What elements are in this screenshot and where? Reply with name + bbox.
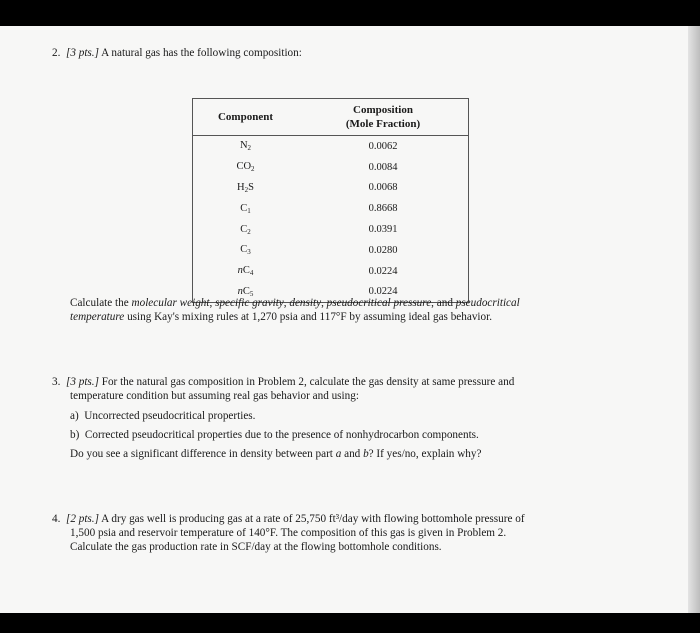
problem-4-text-line2: 1,500 psia and reservoir temperature of 140°F. The composition of this gas is given in Problem 2. — [70, 527, 507, 539]
problem-3-number: 3. — [52, 376, 61, 388]
problem-2-number: 2. — [52, 47, 61, 59]
table-body — [193, 136, 469, 303]
header-composition — [298, 99, 469, 136]
table-row — [193, 261, 469, 282]
problem-3-item-a — [70, 409, 255, 423]
mole-fraction-cell: 0.0224 — [368, 286, 398, 298]
problem-4-points: [2 pts.] — [65, 513, 99, 525]
mole-fraction-cell: 0.0224 — [368, 265, 398, 277]
component-cell: $C_2$ — [240, 223, 251, 236]
problem-3-line1 — [52, 375, 514, 389]
mole-fraction-cell: 0.0391 — [368, 224, 398, 236]
problem-2-heading — [52, 46, 302, 60]
component-cell: $nC_4$ — [237, 265, 254, 278]
table-row — [193, 219, 469, 240]
mole-fraction-cell: 0.8668 — [368, 203, 398, 215]
item-a-label: a) — [70, 410, 79, 422]
header-composition-line2: (Mole Fraction) — [345, 118, 421, 130]
component-cell: $N_2$ — [239, 140, 252, 153]
problem-3-text-line2: temperature condition but assuming real gas behavior and using: — [70, 390, 359, 402]
problem-4-number: 4. — [52, 513, 61, 525]
problem-4-line1 — [52, 512, 525, 526]
header-composition-line1: Composition — [353, 104, 413, 116]
problem-3-text-line1: For the natural gas composition in Problem 2, calculate the gas density at same pressure and — [101, 376, 515, 388]
mole-fraction-cell: 0.0068 — [368, 182, 398, 194]
mole-fraction-cell: 0.0280 — [368, 244, 398, 256]
item-a-text: Uncorrected pseudocritical properties. — [84, 410, 256, 422]
document-page — [0, 26, 688, 613]
item-b-text: Corrected pseudocritical properties due to the presence of nonhydrocarbon components. — [84, 429, 479, 441]
component-cell: $C_3$ — [240, 244, 251, 257]
component-cell: $CO_2$ — [236, 161, 255, 174]
page-edge-shadow — [688, 26, 700, 613]
table-row — [193, 198, 469, 219]
table-header-row — [193, 99, 469, 136]
header-component: Component — [193, 99, 299, 136]
problem-3-item-b — [70, 428, 479, 442]
problem-2-task-line1: Calculate the molecular weight, specific gravity, density, pseudocritical pressure, and pseudocritical — [70, 297, 520, 309]
mole-fraction-cell: 0.0062 — [368, 140, 398, 152]
component-cell: $nC_5$ — [237, 285, 254, 298]
problem-2-points: [3 pts.] — [65, 47, 99, 59]
table-row — [193, 240, 469, 261]
component-cell: $C_1$ — [240, 202, 251, 215]
table-row — [193, 157, 469, 178]
item-b-label: b) — [70, 429, 80, 441]
problem-2-intro: A natural gas has the following composition: — [101, 47, 302, 59]
table-row — [193, 178, 469, 199]
problem-4-text-line1: A dry gas well is producing gas at a rate of 25,750 ft³/day with flowing bottomhole pressure of — [101, 513, 525, 525]
problem-2-task-line2: temperature using Kay's mixing rules at 1,270 psia and 117°F by assuming ideal gas behavior. — [70, 311, 493, 323]
mole-fraction-cell: 0.0084 — [368, 161, 398, 173]
table-row — [193, 136, 469, 157]
problem-3-question: Do you see a significant difference in density between part a and b? If yes/no, explain why? — [70, 448, 482, 460]
problem-4-text-line3: Calculate the gas production rate in SCF/day at the flowing bottomhole conditions. — [70, 541, 442, 553]
problem-3-points: [3 pts.] — [65, 376, 99, 388]
composition-table — [192, 98, 469, 303]
component-cell: $H_2S$ — [237, 181, 254, 194]
